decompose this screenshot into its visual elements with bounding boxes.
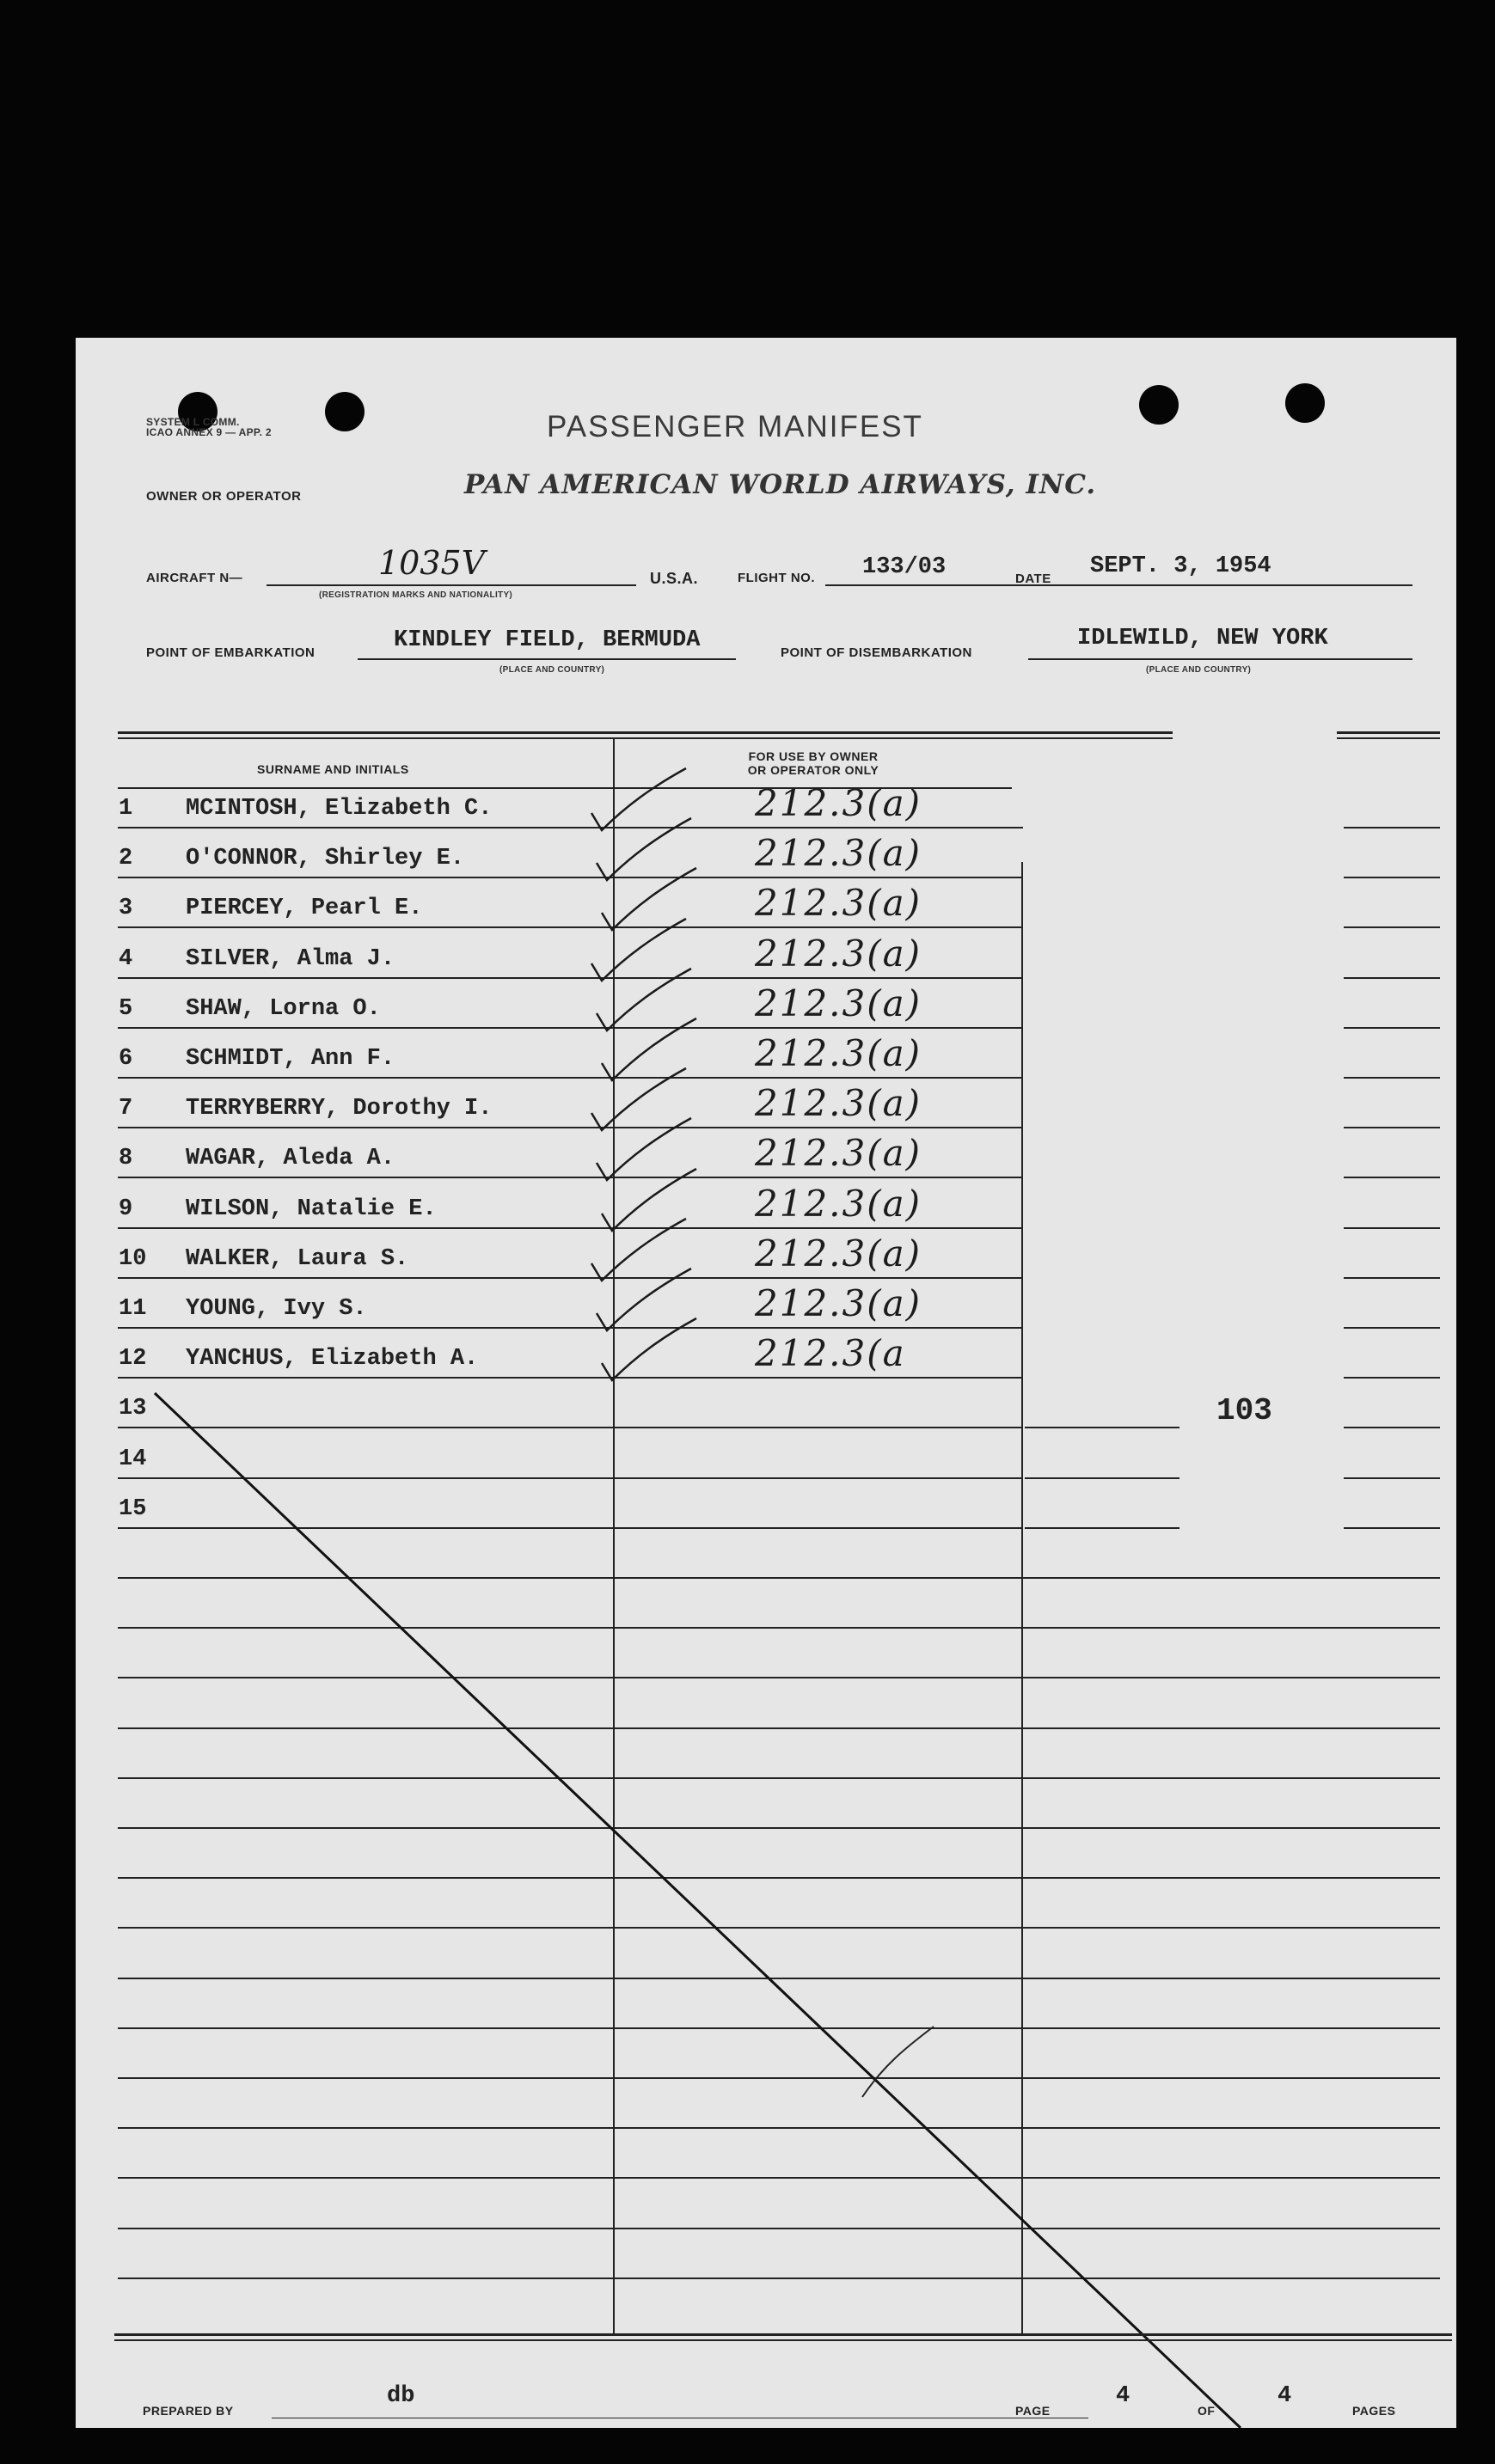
pages-total: 4	[1277, 2383, 1292, 2409]
annex-line-1: SYSTEM L COMM.	[146, 416, 240, 428]
row-number: 4	[119, 946, 133, 972]
embarkation-caption: (PLACE AND COUNTRY)	[499, 665, 605, 675]
of-label: OF	[1198, 2404, 1216, 2418]
row-number: 11	[119, 1296, 147, 1322]
passenger-name: SILVER, Alma J.	[186, 946, 395, 972]
page-number: 4	[1116, 2383, 1130, 2409]
row-number: 6	[119, 1046, 133, 1072]
annex-line-2: ICAO ANNEX 9 — APP. 2	[146, 426, 272, 438]
check-mark	[597, 1118, 691, 1180]
immigration-code: 212.3(a)	[755, 832, 922, 874]
immigration-code: 212.3(a)	[755, 1132, 922, 1174]
immigration-code: 212.3(a)	[755, 882, 922, 924]
check-mark	[602, 1318, 696, 1380]
row-number: 13	[119, 1396, 147, 1422]
immigration-code: 212.3(a)	[755, 1082, 922, 1124]
pages-label: PAGES	[1352, 2404, 1396, 2418]
check-mark	[597, 1269, 691, 1330]
column-header-owner-line-2: OR OPERATOR ONLY	[747, 763, 879, 777]
passenger-name: WILSON, Natalie E.	[186, 1196, 437, 1222]
row-number: 9	[119, 1196, 133, 1222]
disembarkation-caption: (PLACE AND COUNTRY)	[1146, 665, 1252, 675]
country-label: U.S.A.	[650, 570, 699, 587]
side-number: 103	[1216, 1393, 1272, 1428]
check-mark	[591, 1068, 686, 1130]
passenger-name: WAGAR, Aleda A.	[186, 1146, 395, 1171]
aircraft-label: AIRCRAFT N—	[146, 571, 243, 585]
embarkation-value: KINDLEY FIELD, BERMUDA	[394, 627, 701, 653]
row-number: 1	[119, 796, 133, 822]
immigration-code: 212.3(a)	[755, 932, 922, 975]
immigration-code: 212.3(a)	[755, 982, 922, 1024]
row-number: 8	[119, 1146, 133, 1171]
row-number: 12	[119, 1346, 147, 1372]
check-mark	[597, 969, 691, 1030]
passenger-name: YANCHUS, Elizabeth A.	[186, 1346, 479, 1372]
passenger-name: YOUNG, Ivy S.	[186, 1296, 367, 1322]
embarkation-label: POINT OF EMBARKATION	[146, 645, 316, 660]
row-number: 15	[119, 1496, 147, 1522]
page-label: PAGE	[1015, 2404, 1051, 2418]
passenger-name: MCINTOSH, Elizabeth C.	[186, 796, 493, 822]
row-number: 3	[119, 896, 133, 921]
passenger-name: SHAW, Lorna O.	[186, 996, 381, 1022]
owner-label: OWNER OR OPERATOR	[146, 489, 302, 504]
row-number: 2	[119, 846, 133, 871]
passenger-name: WALKER, Laura S.	[186, 1246, 409, 1272]
prepared-by-label: PREPARED BY	[143, 2404, 234, 2418]
immigration-code: 212.3(a)	[755, 1232, 922, 1275]
disembarkation-value: IDLEWILD, NEW YORK	[1077, 626, 1328, 651]
stray-pen-mark	[862, 2027, 934, 2097]
immigration-code: 212.3(a)	[755, 782, 922, 824]
prepared-by-value: db	[387, 2383, 415, 2409]
handwriting-overlay	[76, 338, 1456, 2428]
manifest-sheet	[76, 338, 1456, 2428]
aircraft-value: 1035V	[378, 544, 486, 582]
row-number: 10	[119, 1246, 147, 1272]
immigration-code: 212.3(a)	[755, 1032, 922, 1074]
check-mark	[597, 818, 691, 880]
column-header-name: SURNAME AND INITIALS	[257, 762, 409, 776]
check-mark	[591, 919, 686, 981]
footer-rule	[114, 2333, 1452, 2336]
row-number: 7	[119, 1096, 133, 1122]
footer-rule-2	[114, 2339, 1452, 2341]
column-header-owner-line-1: FOR USE BY OWNER	[748, 749, 879, 763]
immigration-code: 212.3(a	[755, 1332, 906, 1374]
flight-label: FLIGHT NO.	[738, 571, 815, 585]
disembarkation-label: POINT OF DISEMBARKATION	[781, 645, 972, 660]
immigration-code: 212.3(a)	[755, 1282, 922, 1324]
passenger-name: PIERCEY, Pearl E.	[186, 896, 423, 921]
void-diagonal-line	[155, 1393, 1241, 2428]
row-number: 5	[119, 996, 133, 1022]
passenger-name: O'CONNOR, Shirley E.	[186, 846, 465, 871]
date-value: SEPT. 3, 1954	[1090, 553, 1271, 579]
row-number: 14	[119, 1446, 147, 1472]
passenger-name: TERRYBERRY, Dorothy I.	[186, 1096, 493, 1122]
flight-value: 133/03	[862, 554, 947, 580]
check-marks	[591, 768, 696, 1380]
check-mark	[591, 1219, 686, 1281]
registration-caption: (REGISTRATION MARKS AND NATIONALITY)	[319, 590, 513, 600]
date-label: DATE	[1015, 572, 1051, 586]
check-mark	[591, 768, 686, 830]
owner-value: PAN AMERICAN WORLD AIRWAYS, INC.	[464, 469, 1097, 500]
page-title: PASSENGER MANIFEST	[547, 410, 923, 443]
immigration-code: 212.3(a)	[755, 1183, 922, 1225]
passenger-name: SCHMIDT, Ann F.	[186, 1046, 395, 1072]
